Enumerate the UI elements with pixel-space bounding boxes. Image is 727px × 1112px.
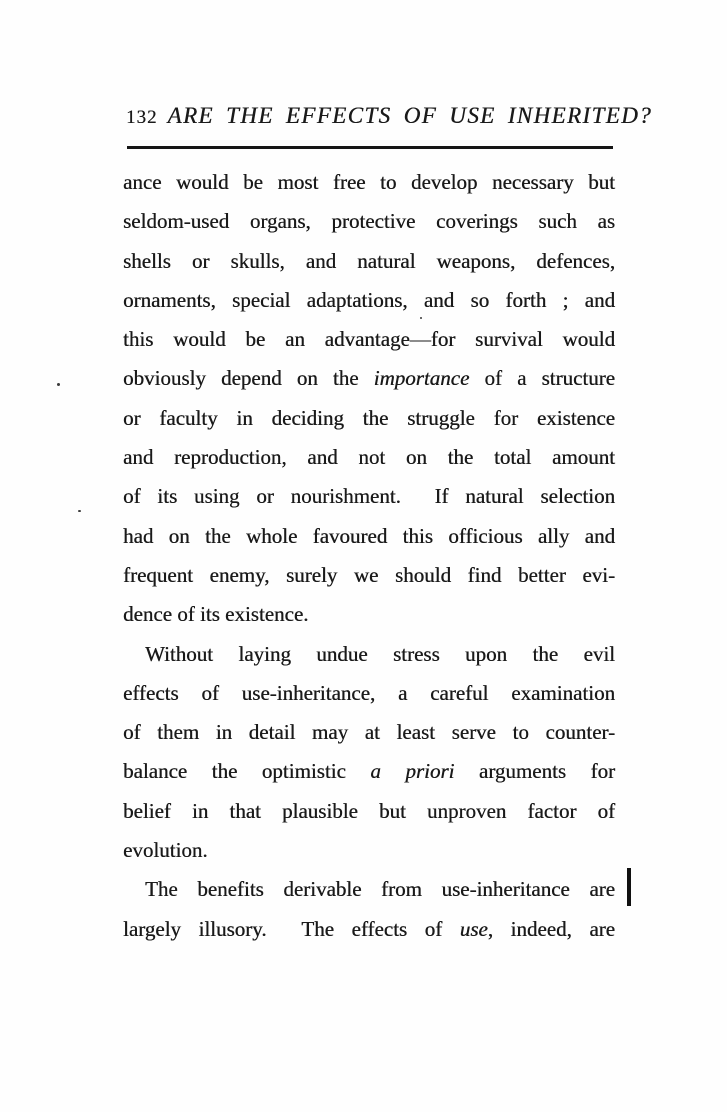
text-line: shells or skulls, and natural weapons, defences, — [123, 248, 615, 273]
paragraph — [123, 870, 615, 949]
scan-speck — [57, 383, 60, 386]
page-number: 132 — [126, 107, 158, 128]
text-line: largely illusory. The effects of use, indeed, are — [123, 916, 615, 941]
text-line: The benefits derivable from use-inheritance are — [145, 877, 615, 902]
text-line: belief in that plausible but unproven factor of — [123, 798, 615, 823]
paragraph — [123, 635, 615, 871]
text-line: Without laying undue stress upon the evil — [145, 641, 615, 666]
text-line: obviously depend on the importance of a structure — [123, 366, 615, 391]
italic-text: use — [459, 916, 488, 941]
text-line: ornaments, special adaptations, and so forth ; and — [123, 287, 615, 312]
text-line: balance the optimistic a priori arguments for — [123, 759, 615, 784]
text-line: effects of use-inheritance, a careful examination — [123, 680, 615, 705]
text-line: ance would be most free to develop necessary but — [123, 170, 615, 194]
text-line: this would be an advantage—for survival would — [123, 327, 615, 352]
text-line: of its using or nourishment. If natural selection — [123, 484, 615, 509]
text-line: dence of its existence. — [123, 602, 309, 627]
italic-text: importance — [373, 366, 470, 391]
margin-annotation-mark — [627, 868, 631, 906]
text-line: seldom-used organs, protective coverings such as — [123, 209, 615, 234]
paragraph — [123, 163, 615, 635]
page-body — [123, 163, 615, 949]
text-line: had on the whole favoured this officious ally and — [123, 523, 615, 548]
scan-speck — [420, 317, 422, 319]
page-header — [126, 103, 653, 129]
italic-text: a priori — [370, 759, 455, 784]
text-line: or faculty in deciding the struggle for existence — [123, 405, 615, 430]
scan-speck — [78, 510, 81, 512]
header-rule — [127, 146, 613, 149]
text-line: frequent enemy, surely we should find better evi- — [123, 562, 615, 587]
text-line: evolution. — [123, 838, 208, 863]
text-line: of them in detail may at least serve to counter- — [123, 720, 615, 745]
running-title: ARE THE EFFECTS OF USE INHERITED? — [167, 103, 653, 128]
text-line: and reproduction, and not on the total amount — [123, 445, 615, 470]
